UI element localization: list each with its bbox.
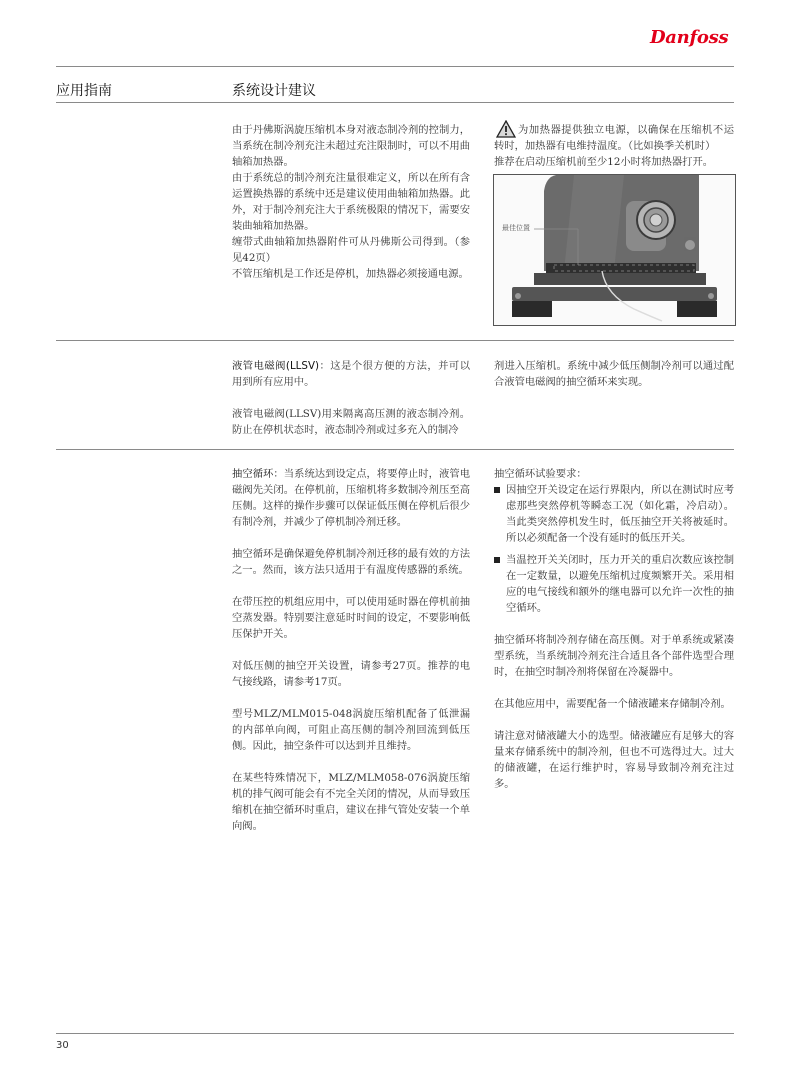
paragraph: 对低压侧的抽空开关设置，请参考27页。推荐的电气接线路，请参考17页。 <box>232 660 470 688</box>
paragraph <box>232 358 470 390</box>
paragraph: 抽空循环是确保避免停机制冷剂迁移的最有效的方法之一。然而，该方法只适用于有温度传感器的系统。 <box>232 548 470 576</box>
llsv-intro: ：这是个很方便的方法，并可以用到所有应用中。 <box>232 360 470 388</box>
figure-label: 最佳位置 <box>502 224 530 232</box>
pumpdown-text-left <box>232 466 470 834</box>
warning-paragraph-2: 推荐在启动压缩机前至少12小时将加热器打开。 <box>494 156 714 168</box>
document-category: 应用指南 <box>56 83 112 99</box>
test-requirements-intro: 抽空循环试验要求： <box>494 468 587 480</box>
compressor-heater-figure <box>493 174 736 326</box>
bullet-icon <box>494 557 500 563</box>
paragraph: 在带压控的机组应用中，可以使用延时器在停机前抽空蒸发器。特别要注意延时时间的设定，不要影响低压保护开关。 <box>232 596 470 640</box>
paragraph <box>232 466 470 530</box>
paragraph: 型号MLZ/MLM015-048涡旋压缩机配备了低泄漏的内部单向阀，可阻止高压侧的制冷剂回流到低压侧。因此，抽空条件可以达到并且维持。 <box>232 708 470 752</box>
paragraph: 在其他应用中，需要配备一个储液罐来存储制冷剂。 <box>494 698 731 710</box>
page-title: 系统设计建议 <box>232 83 316 99</box>
section-rule <box>56 340 734 341</box>
paragraph: 不管压缩机是工作还是停机，加热器必须接通电源。 <box>232 268 469 280</box>
danfoss-logo: Danfoss <box>650 27 729 48</box>
llsv-text-left <box>232 358 470 438</box>
crankcase-heater-text <box>232 122 470 282</box>
bullet-icon <box>494 487 500 493</box>
llsv-text-right <box>494 358 734 390</box>
paragraph: 液管电磁阀(LLSV)用来隔离高压测的液态制冷剂。防止在停机状态时，液态制冷剂或过多充入的制冷 <box>232 408 470 436</box>
paragraph: 由于系统总的制冷剂充注量很难定义，所以在所有含运置换热器的系统中还是建议使用曲轴箱加热器。此外，对于制冷剂充注大于系统极限的情况下，需要安装曲轴箱加热器。 <box>232 172 470 232</box>
warning-paragraph <box>494 122 734 154</box>
paragraph: 缠带式曲轴箱加热器附件可从丹佛斯公司得到。（参见42页） <box>232 236 470 264</box>
requirement-list <box>494 482 734 616</box>
warning-text: 为加热器提供独立电源，以确保在压缩机不运转时，加热器有电维持温度。（比如换季关机时） <box>494 124 734 152</box>
header-rule-bottom <box>56 102 734 103</box>
heater-warning <box>494 122 734 170</box>
list-item: 当温控开关关闭时，压力开关的重启次数应该控制在一定数量，以避免压缩机过度频繁开关。采用相应的电气接线和额外的继电器可以允许一次性的抽空循环。 <box>494 552 734 616</box>
footer-rule <box>56 1033 734 1034</box>
paragraph: 请注意对储液罐大小的选型。储液罐应有足够大的容量来存储系统中的制冷剂，但也不可选得过大。过大的储液罐，在运行维护时，容易导致制冷剂充注过多。 <box>494 730 734 790</box>
paragraph: 在某些特殊情况下，MLZ/MLM058-076涡旋压缩机的排气阀可能会有不完全关闭的情况，从而导致压缩机在抽空循环时重启，建议在排气管处安装一个单向阀。 <box>232 772 470 832</box>
paragraph: 抽空循环将制冷剂存储在高压侧。对于单系统或紧凑型系统，当系统制冷剂充注合适且各个部件选型合理时，在抽空时制冷剂将保留在冷凝器中。 <box>494 634 734 678</box>
llsv-heading: 液管电磁阀(LLSV) <box>232 360 320 372</box>
section-rule <box>56 449 734 450</box>
header-rule-top <box>56 66 734 67</box>
page-number: 30 <box>56 1040 69 1051</box>
paragraph: 剂进入压缩机。系统中减少低压侧制冷剂可以通过配合液管电磁阀的抽空循环来实现。 <box>494 360 734 388</box>
list-item: 因抽空开关设定在运行界限内，所以在测试时应考虑那些突然停机等瞬态工况（如化霜，冷启动）。当此类突然停机发生时，低压抽空开关将被延时。所以必须配备一个没有延时的低压开关。 <box>494 482 734 546</box>
compressor-illustration <box>494 175 735 325</box>
warning-icon <box>496 120 516 138</box>
paragraph: 由于丹佛斯涡旋压缩机本身对液态制冷剂的控制力，当系统在制冷剂充注未超过充注限制时，可以不用曲轴箱加热器。 <box>232 124 470 168</box>
pumpdown-intro: ：当系统达到设定点，将要停止时，液管电磁阀先关闭。在停机前，压缩机将多数制冷剂压至高压侧。这样的操作步骤可以保证低压侧在停机后很少有制冷剂，并减少了停机制冷剂迁移。 <box>232 468 471 528</box>
pumpdown-heading: 抽空循环 <box>232 468 274 480</box>
pumpdown-text-right <box>494 466 734 792</box>
